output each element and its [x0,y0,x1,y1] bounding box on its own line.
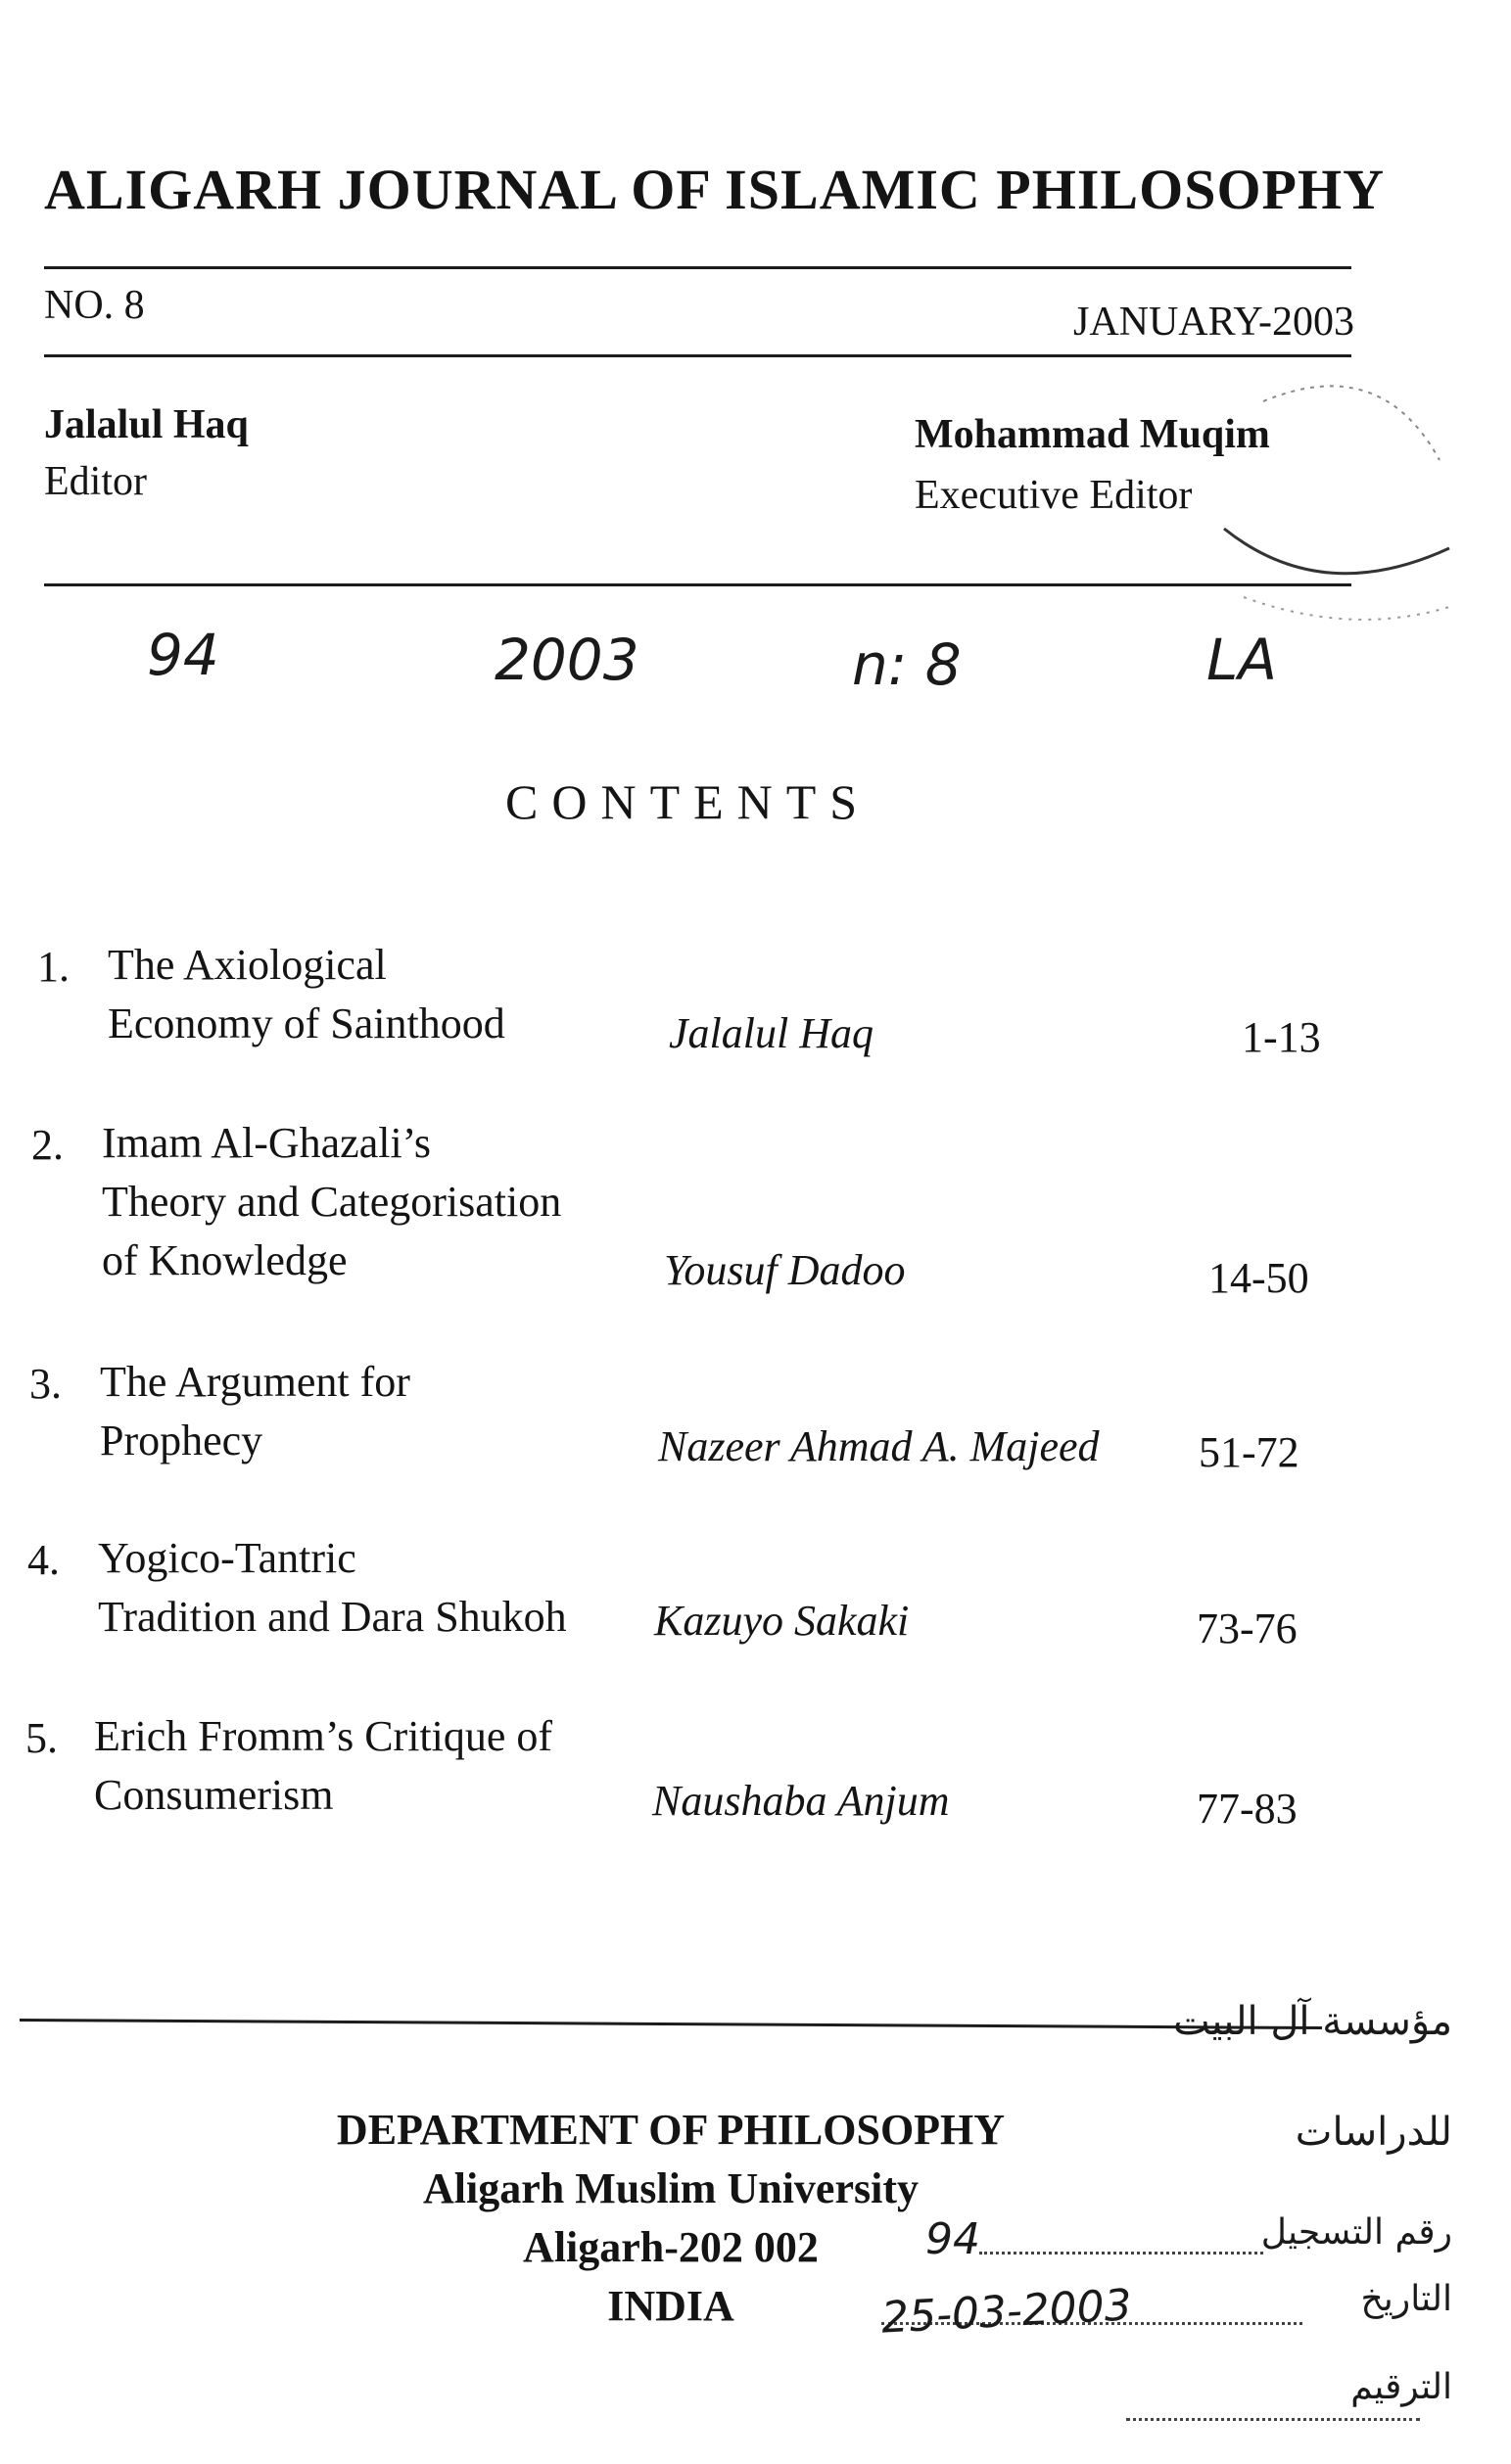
toc-item-author: Yousuf Dadoo [664,1246,906,1294]
toc-title-line: Economy of Sainthood [108,1000,505,1047]
toc-item-pages: 77-83 [1197,1785,1298,1833]
toc-item-title [108,936,505,1053]
toc-title-line: The Argument for [100,1358,410,1406]
header-rule-top [44,266,1351,269]
toc-item-number: 1. [37,943,70,991]
toc-item-title [100,1353,410,1470]
handwritten-note-code: LA [1206,627,1277,693]
toc-title-line: The Axiological [108,941,387,989]
stamp-date-value: 25-03-2003 [879,2280,1133,2344]
toc-item-title [94,1707,552,1825]
footer-rule [20,2019,1322,2029]
stamp-reg-value: 94 [925,2214,980,2264]
toc-item-pages: 1-13 [1242,1013,1321,1061]
toc-item-number: 5. [25,1714,58,1762]
toc-item-author: Nazeer Ahmad A. Majeed [658,1422,1100,1470]
executive-editor-role: Executive Editor [915,473,1193,518]
toc-title-line: Prophecy [100,1417,263,1464]
toc-title-line: Tradition and Dara Shukoh [98,1593,567,1641]
stamp-class-label: الترقيم [1350,2367,1452,2407]
contents-heading: CONTENTS [505,774,872,829]
journal-title: ALIGARH JOURNAL OF ISLAMIC PHILOSOPHY [44,158,1385,221]
issue-number: NO. 8 [44,283,145,328]
stamp-date-label: التاريخ [1360,2279,1452,2319]
executive-editor-name: Mohammad Muqim [915,412,1270,457]
issue-date: JANUARY-2003 [1072,300,1354,345]
toc-item-author: Naushaba Anjum [652,1777,950,1825]
toc-item-pages: 51-72 [1199,1428,1299,1476]
stamp-arc-icon [1204,313,1459,646]
handwritten-note-issue: n: 8 [852,631,962,698]
department-name: DEPARTMENT OF PHILOSOPHY [336,2106,1006,2154]
toc-title-line: Yogico-Tantric [98,1534,356,1582]
toc-item-number: 3. [29,1360,62,1408]
toc-title-line: of Knowledge [102,1236,348,1284]
stamp-line-studies: للدراسات [1295,2110,1452,2155]
university-city: Aligarh-202 002 [523,2223,819,2271]
toc-title-line: Consumerism [94,1771,334,1819]
toc-item-title [102,1114,561,1290]
university-country: INDIA [607,2282,734,2330]
toc-item-pages: 14-50 [1208,1254,1309,1302]
handwritten-note-year: 2003 [495,627,639,693]
toc-item-number: 2. [31,1121,64,1169]
toc-title-line: Imam Al-Ghazali’s [102,1119,432,1167]
editor-name: Jalalul Haq [44,402,249,447]
stamp-class-line [1126,2418,1420,2421]
university-name: Aligarh Muslim University [423,2164,919,2212]
toc-item-number: 4. [27,1536,60,1584]
toc-item-author: Jalalul Haq [669,1009,874,1057]
editor-role: Editor [44,459,147,504]
editors-rule [44,583,1351,586]
stamp-line-institution: مؤسسة آل البيت [1172,1999,1452,2044]
handwritten-note-number: 94 [147,622,219,688]
header-rule-bottom [44,354,1351,357]
toc-item-author: Kazuyo Sakaki [654,1597,910,1645]
stamp-reg-label: رقم التسجيل [1260,2212,1452,2253]
toc-item-title [98,1529,567,1647]
toc-item-pages: 73-76 [1197,1604,1298,1652]
toc-title-line: Theory and Categorisation [102,1178,562,1226]
toc-title-line: Erich Fromm’s Critique of [94,1712,553,1760]
stamp-reg-line [979,2252,1263,2255]
